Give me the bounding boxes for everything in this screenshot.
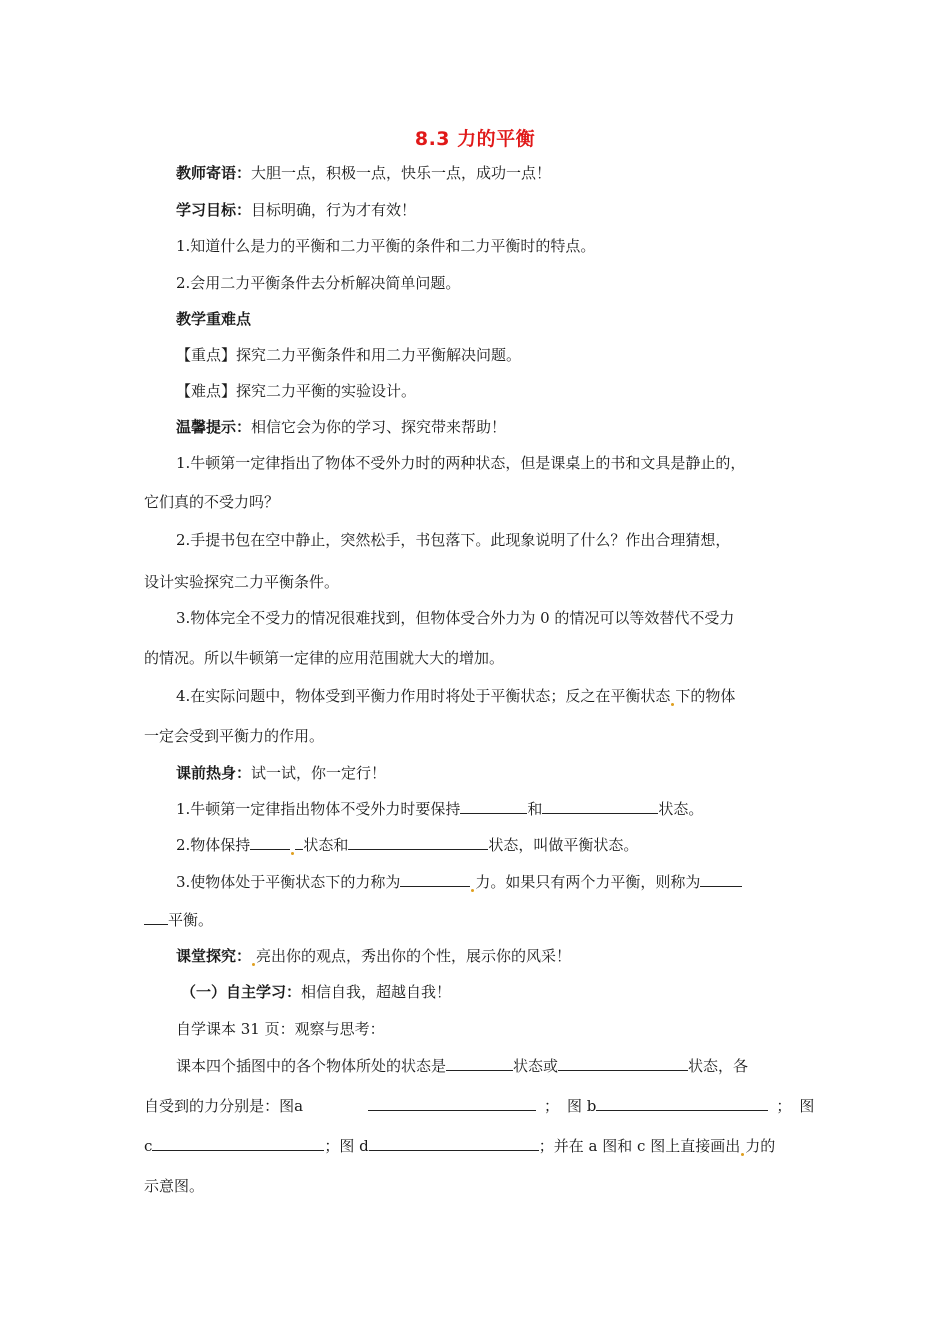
explore-line-1: 课本四个插图中的各个物体所处的状态是 状态或 状态，各 <box>176 1057 749 1075</box>
tip-4-line-1: 4.在实际问题中，物体受到平衡力作用时将处于平衡状态；反之在平衡状态 下的物体 <box>176 687 736 705</box>
answer-blank[interactable] <box>542 799 658 814</box>
warmup-question-3-cont: 平衡。 <box>144 910 213 930</box>
tip-2-line-1: 2.手提书包在空中静止，突然松手，书包落下。此现象说明了什么？作出合理猜想， <box>176 531 731 549</box>
spaced-text: 自受到的力分别是：图a <box>144 1097 304 1115</box>
warmup-heading: 课前热身：试一试，你一定行！ <box>176 764 387 782</box>
answer-blank[interactable] <box>558 1056 688 1071</box>
warmup-question-3: 3.使物体处于平衡状态下的力称为 力。如果只有两个力平衡，则称为 <box>176 872 742 892</box>
answer-blank[interactable] <box>700 872 742 887</box>
answer-blank[interactable] <box>400 872 470 887</box>
tip-1-line-1: 1.牛顿第一定律指出了物体不受外力时的两种状态，但是课桌上的书和文具是静止的， <box>176 454 746 472</box>
emphasis-dot <box>291 852 294 855</box>
goal-item: 1.知道什么是力的平衡和二力平衡的条件和二力平衡时的特点。 <box>176 237 596 255</box>
teacher-message: 教师寄语：大胆一点，积极一点，快乐一点，成功一点！ <box>176 164 552 182</box>
goal-item: 2.会用二力平衡条件去分析解决简单问题。 <box>176 274 461 292</box>
answer-blank[interactable] <box>369 1136 539 1151</box>
tip-3-line-2: 的情况。所以牛顿第一定律的应用范围就大大的增加。 <box>144 649 505 667</box>
self-study-reference: 自学课本 31 页：观察与思考： <box>176 1020 385 1038</box>
emphasis-dot <box>471 889 474 892</box>
tip-1-line-2: 它们真的不受力吗？ <box>144 493 280 511</box>
explore-heading: 课堂探究： 亮出你的观点，秀出你的个性，展示你的风采！ <box>176 947 572 965</box>
emphasis-dot <box>252 963 255 966</box>
answer-blank[interactable] <box>348 835 488 850</box>
tips-heading: 温馨提示：相信它会为你的学习、探究带来帮助！ <box>176 418 507 436</box>
tip-4-line-2: 一定会受到平衡力的作用。 <box>144 727 325 745</box>
goals-heading: 学习目标：目标明确，行为才有效！ <box>176 201 417 219</box>
answer-blank[interactable] <box>446 1056 513 1071</box>
answer-blank[interactable] <box>152 1136 324 1151</box>
explore-line-4: 示意图。 <box>144 1177 205 1195</box>
emphasis-dot <box>741 1153 744 1156</box>
explore-line-2: 自受到的力分别是：图a ； 图 b ； 图 <box>144 1097 815 1115</box>
tip-2-line-2: 设计实验探究二力平衡条件。 <box>144 573 340 591</box>
tip-3-line-1: 3.物体完全不受力的情况很难找到，但物体受合外力为 0 的情况可以等效替代不受力 <box>176 609 735 627</box>
page-title: 8.3 力的平衡 <box>414 128 536 150</box>
key-points-heading: 教学重难点 <box>176 310 252 328</box>
focus-point: 【重点】探究二力平衡条件和用二力平衡解决问题。 <box>176 346 522 364</box>
answer-blank[interactable] <box>250 835 290 850</box>
warmup-question-1: 1.牛顿第一定律指出物体不受外力时要保持 和 状态。 <box>176 800 704 818</box>
difficulty-point: 【难点】探究二力平衡的实验设计。 <box>176 382 417 400</box>
emphasis-dot <box>671 703 674 706</box>
explore-line-3: c ；图 d ；并在 a 图和 c 图上直接画出 力的 <box>144 1137 776 1155</box>
warmup-question-2: 2.物体保持 状态和 状态，叫做平衡状态。 <box>176 836 639 854</box>
self-study-heading: （一）自主学习：相信自我，超越自我！ <box>181 983 452 1001</box>
answer-blank[interactable] <box>460 799 527 814</box>
answer-blank[interactable] <box>368 1096 536 1111</box>
answer-blank[interactable] <box>144 910 168 925</box>
answer-blank[interactable] <box>596 1096 768 1111</box>
